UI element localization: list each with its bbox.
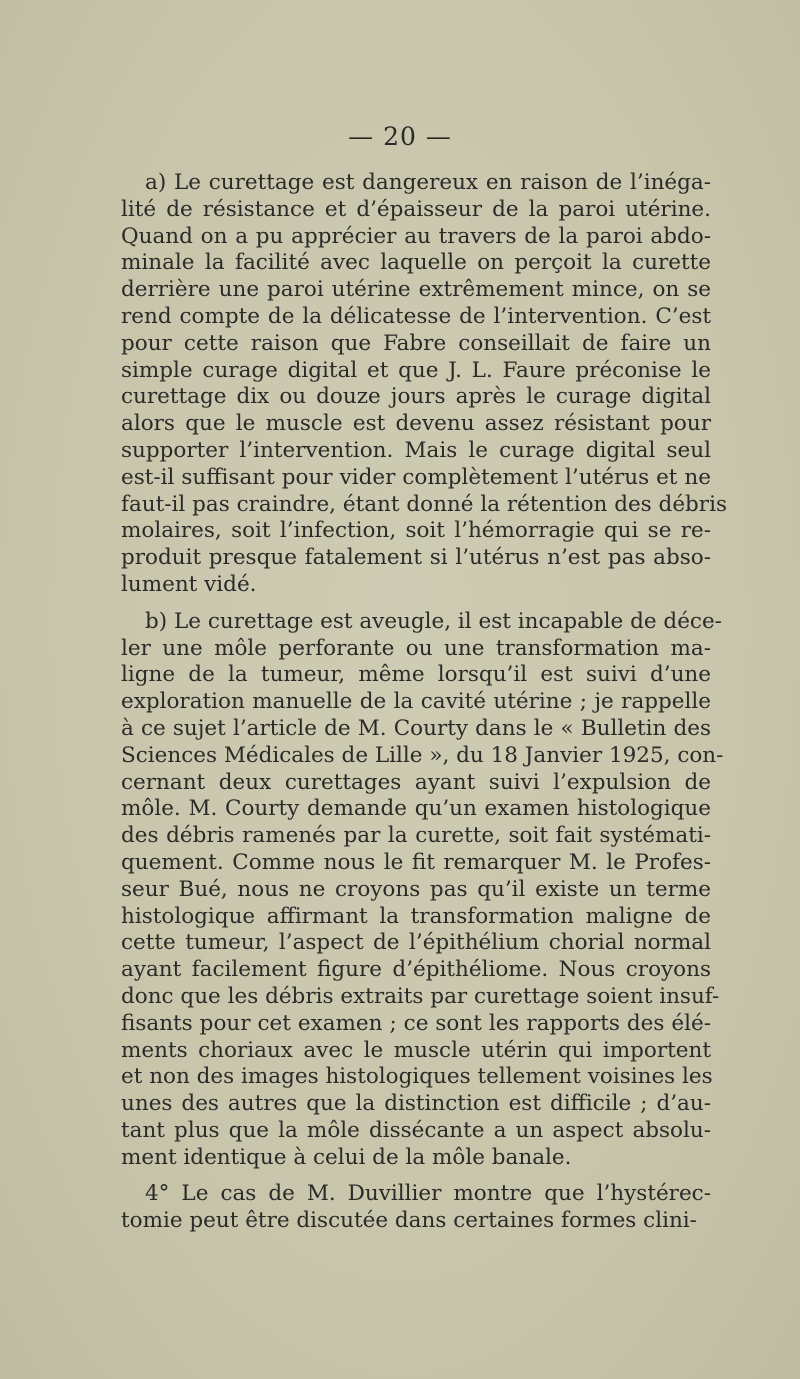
text-line: lité de résistance et d’épaisseur de la paroi utérine. bbox=[121, 196, 711, 222]
text-line: exploration manuelle de la cavité utérine ; je rappelle bbox=[121, 689, 711, 715]
paragraph-b bbox=[121, 608, 724, 1172]
text-line: tomie peut être discutée dans certaines formes clini- bbox=[121, 1208, 697, 1234]
text-line: faut-il pas craindre, étant donné la rétention des débris bbox=[121, 491, 727, 517]
text-line: tant plus que la môle dissécante a un aspect absolu- bbox=[121, 1117, 711, 1143]
paragraph-a bbox=[121, 170, 727, 599]
text-line: curettage dix ou douze jours après le curage digital bbox=[121, 384, 711, 410]
text-line: à ce sujet l’article de M. Courty dans le « Bulletin des bbox=[121, 715, 711, 741]
text-line: rend compte de la délicatesse de l’intervention. C’est bbox=[121, 303, 711, 329]
text-line: unes des autres que la distinction est difficile ; d’au- bbox=[121, 1091, 711, 1117]
text-line: ligne de la tumeur, même lorsqu’il est suivi d’une bbox=[121, 662, 711, 688]
text-line: produit presque fatalement si l’utérus n’est pas abso- bbox=[121, 545, 711, 571]
text-line: Quand on a pu apprécier au travers de la paroi abdo- bbox=[121, 223, 711, 249]
text-line: ler une môle perforante ou une transformation ma- bbox=[121, 635, 711, 661]
text-line: seur Bué, nous ne croyons pas qu’il existe un terme bbox=[121, 876, 711, 902]
text-line: a) Le curettage est dangereux en raison de l’inéga- bbox=[145, 170, 711, 195]
text-line: alors que le muscle est devenu assez résistant pour bbox=[121, 411, 711, 437]
text-line: cette tumeur, l’aspect de l’épithélium chorial normal bbox=[121, 930, 711, 956]
text-line: ments choriaux avec le muscle utérin qui importent bbox=[121, 1037, 711, 1063]
text-line: ment identique à celui de la môle banale. bbox=[121, 1144, 572, 1170]
body-text bbox=[121, 170, 727, 1235]
text-line: quement. Comme nous le fit remarquer M. le Profes- bbox=[121, 849, 711, 875]
text-line: molaires, soit l’infection, soit l’hémorragie qui se re- bbox=[121, 518, 711, 544]
text-line: supporter l’intervention. Mais le curage digital seul bbox=[121, 437, 711, 463]
text-line: derrière une paroi utérine extrêmement mince, on se bbox=[121, 277, 711, 303]
text-line: donc que les débris extraits par curettage soient insuf- bbox=[121, 983, 720, 1009]
text-line: b) Le curettage est aveugle, il est incapable de déce- bbox=[145, 608, 722, 634]
text-line: cernant deux curettages ayant suivi l’expulsion de bbox=[121, 769, 711, 795]
text-line: fisants pour cet examen ; ce sont les rapports des élé- bbox=[121, 1010, 711, 1036]
page-number: — 20 — bbox=[348, 122, 452, 151]
text-line: pour cette raison que Fabre conseillait de faire un bbox=[121, 330, 711, 356]
text-line: minale la facilité avec laquelle on perçoit la curette bbox=[121, 250, 711, 276]
text-line: simple curage digital et que J. L. Faure préconise le bbox=[121, 357, 711, 383]
text-line: lument vidé. bbox=[121, 571, 257, 597]
text-line: Sciences Médicales de Lille », du 18 Janvier 1925, con- bbox=[121, 742, 724, 768]
text-line: histologique affirmant la transformation maligne de bbox=[121, 903, 711, 929]
text-line: et non des images histologiques tellement voisines les bbox=[121, 1064, 713, 1090]
text-line: ayant facilement figure d’épithéliome. Nous croyons bbox=[121, 957, 711, 983]
text-line: des débris ramenés par la curette, soit fait systémati- bbox=[121, 823, 711, 849]
text-line: môle. M. Courty demande qu’un examen histologique bbox=[121, 796, 711, 822]
text-line: 4° Le cas de M. Duvillier montre que l’hystérec- bbox=[145, 1181, 711, 1207]
paragraph-4 bbox=[121, 1181, 711, 1235]
text-line: est-il suffisant pour vider complètement l’utérus et ne bbox=[121, 464, 711, 490]
